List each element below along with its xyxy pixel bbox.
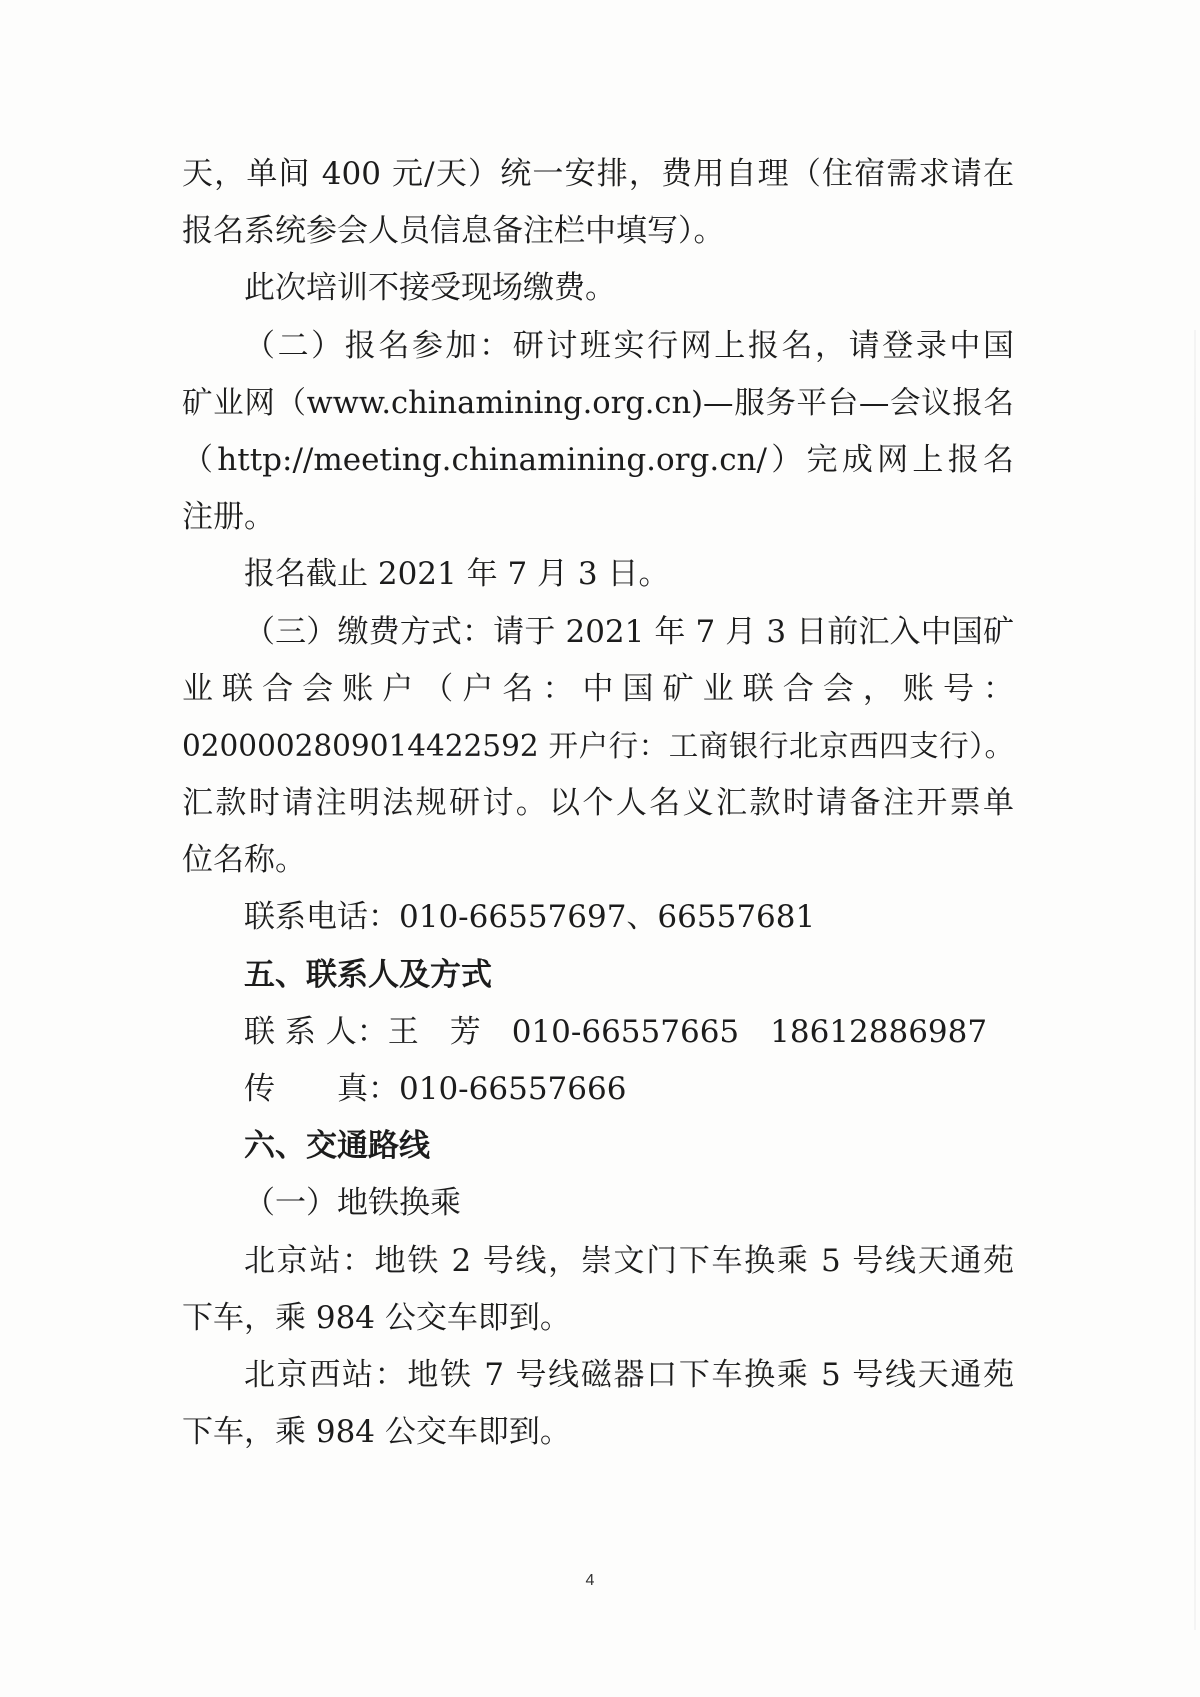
contact-person-line: 联 系 人：王 芳 010-66557665 18612886987 (244, 1013, 988, 1050)
paragraph-line: 报名截止 2021 年 7 月 3 日。 (244, 556, 670, 593)
subsection-heading: （一）地铁换乘 (244, 1185, 461, 1222)
paragraph-line: 注册。 (182, 499, 275, 536)
paragraph-line: 汇款时请注明法规研讨。以个人名义汇款时请备注开票单 (182, 785, 1014, 822)
paragraph-line: 业联合会账户（户名：中国矿业联合会，账号： (182, 670, 1014, 707)
scan-edge-shadow (1194, 330, 1196, 1630)
paragraph-line: 报名系统参会人员信息备注栏中填写）。 (182, 213, 725, 250)
paragraph-line: 下车，乘 984 公交车即到。 (182, 1299, 571, 1336)
paragraph-line: 天，单间 400 元/天）统一安排，费用自理（住宿需求请在 (182, 156, 1014, 192)
document-body (182, 146, 1014, 1461)
paragraph-line: 位名称。 (182, 842, 306, 879)
paragraph-line: 此次培训不接受现场缴费。 (244, 270, 616, 307)
paragraph-line: 北京站：地铁 2 号线，崇文门下车换乘 5 号线天通苑 (244, 1242, 1014, 1279)
paragraph-line: 北京西站：地铁 7 号线磁器口下车换乘 5 号线天通苑 (244, 1356, 1014, 1393)
section-heading: 六、交通路线 (244, 1128, 430, 1165)
paragraph-line: 矿业网（www.chinamining.org.cn)—服务平台—会议报名 (182, 385, 1014, 421)
contact-phone-line: 联系电话：010-66557697、66557681 (244, 899, 816, 936)
paragraph-line: （三）缴费方式：请于 2021 年 7 月 3 日前汇入中国矿 (244, 613, 1014, 650)
paragraph-line: （二）报名参加：研讨班实行网上报名，请登录中国 (244, 327, 1014, 364)
fax-line: 传 真：010-66557666 (244, 1071, 627, 1107)
paragraph-line: （http://meeting.chinamining.org.cn/）完成网上报名 (182, 441, 1014, 478)
paragraph-line: 下车，乘 984 公交车即到。 (182, 1414, 571, 1451)
section-heading: 五、联系人及方式 (244, 956, 492, 993)
paragraph-line: 0200002809014422592 开户行：工商银行北京西四支行）。 (182, 728, 1014, 763)
page-number: 4 (585, 1572, 595, 1589)
